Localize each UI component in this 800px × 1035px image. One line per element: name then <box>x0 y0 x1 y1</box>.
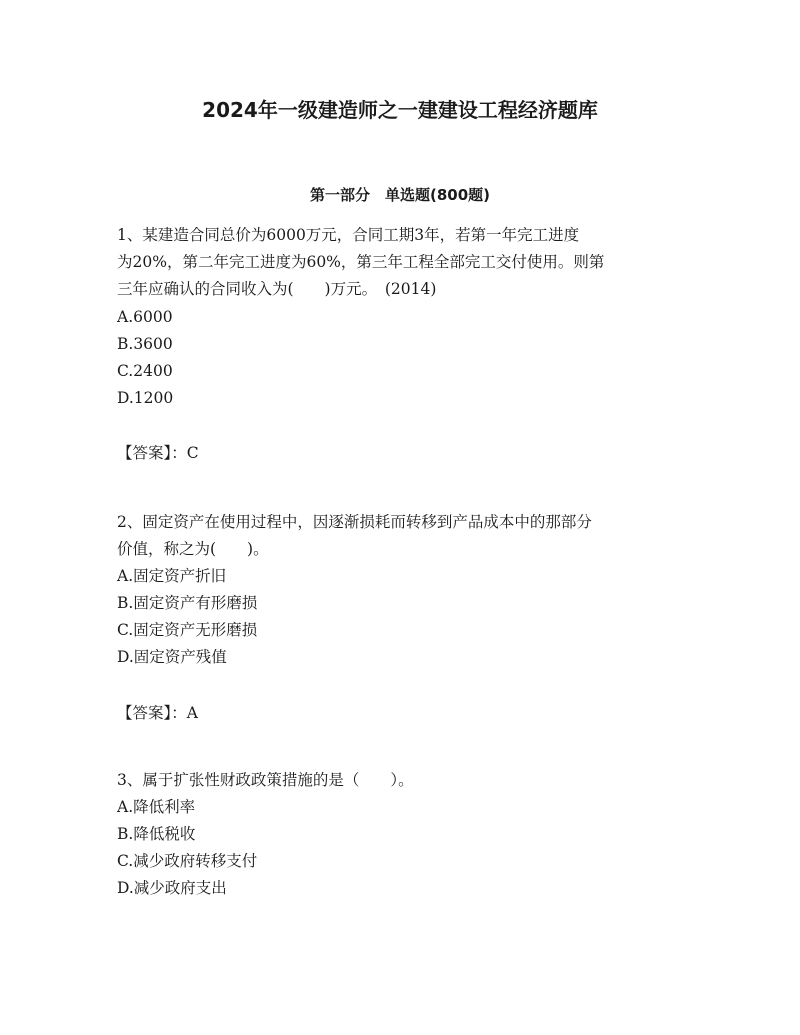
question-2-option-c: C.固定资产无形磨损 <box>117 621 258 639</box>
question-1-option-d: D.1200 <box>117 389 174 407</box>
question-2-option-a: A.固定资产折旧 <box>117 567 227 585</box>
section-heading: 第一部分 单选题(800题) <box>309 186 491 204</box>
question-3-stem-line-1: 3、属于扩张性财政政策措施的是（ ）。 <box>117 771 414 789</box>
question-2-stem-line-1: 2、固定资产在使用过程中，因逐渐损耗而转移到产品成本中的那部分 <box>117 513 592 531</box>
question-2-answer: 【答案】：A <box>117 704 198 722</box>
question-1-stem-line-1: 1、某建造合同总价为6000万元，合同工期3年，若第一年完工进度 <box>117 226 580 244</box>
question-1-option-b: B.3600 <box>117 335 173 353</box>
question-3-option-c: C.减少政府转移支付 <box>117 852 258 870</box>
question-2-stem-line-2: 价值，称之为( )。 <box>117 540 269 558</box>
question-2-option-d: D.固定资产残值 <box>117 648 227 666</box>
question-1-option-a: A.6000 <box>117 308 173 326</box>
document-title: 2024年一级建造师之一建建设工程经济题库 <box>202 98 598 122</box>
question-2-option-b: B.固定资产有形磨损 <box>117 594 258 612</box>
question-3-option-a: A.降低利率 <box>117 798 196 816</box>
question-1-stem-line-3: 三年应确认的合同收入为( )万元。 (2014) <box>117 280 437 298</box>
question-1-stem-line-2: 为20%，第二年完工进度为60%，第三年工程全部完工交付使用。则第 <box>117 253 605 271</box>
question-3-option-b: B.降低税收 <box>117 825 196 843</box>
question-1-option-c: C.2400 <box>117 362 173 380</box>
question-3-option-d: D.减少政府支出 <box>117 879 227 897</box>
question-1-answer: 【答案】：C <box>117 444 199 462</box>
